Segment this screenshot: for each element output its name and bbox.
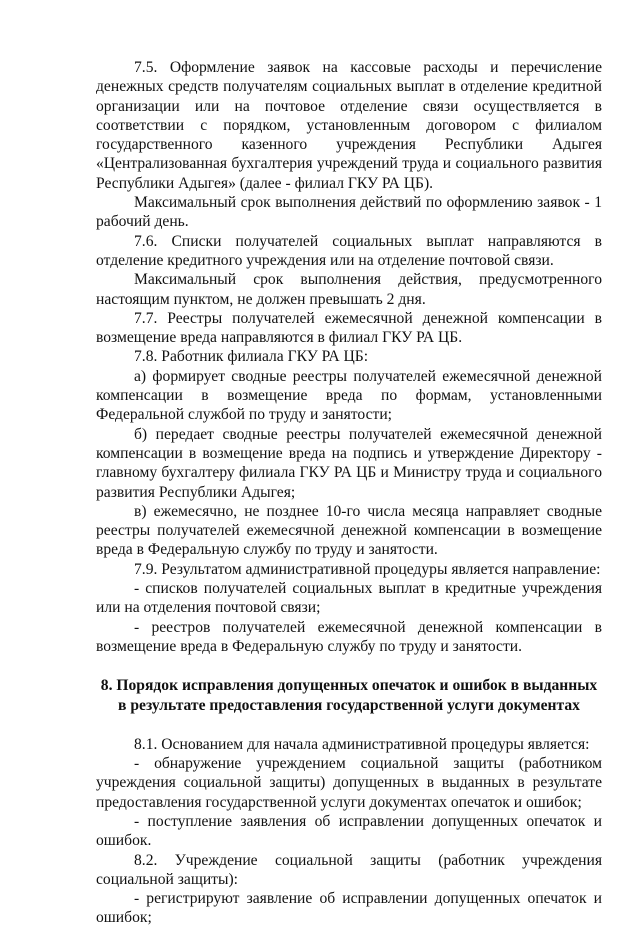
paragraph-8-1-item-2: - поступление заявления об исправлении допущенных опечаток и ошибок.: [96, 812, 602, 850]
document-body: [96, 58, 602, 928]
paragraph-7-9-item-1: - списков получателей социальных выплат в кредитные учреждения или на отделения почтовой связи;: [96, 580, 602, 617]
paragraph-7-6-deadline: Максимальный срок выполнения действия, предусмотренного настоящим пунктом, не должен превышать 2 дня.: [96, 271, 602, 308]
paragraph-7-8-c: в) ежемесячно, не позднее 10-го числа месяца направляет сводные реестры получателей ежемесячной денежной компенсации в возмещение вреда в Федеральную службу по труду и занятости.: [96, 502, 602, 559]
section-8-heading: 8. Порядок исправления допущенных опечаток и ошибок в выданных в результате предоставления государственной услуги документах: [100, 677, 598, 714]
paragraph-7-9: 7.9. Результатом административной процедуры является направление:: [134, 560, 601, 578]
paragraph-8-1-item-1: - обнаружение учреждением социальной защиты (работником учреждения социальной защиты) допущенных в выданных в результате предоставления государственной услуги документах опечаток и ошибок;: [96, 755, 602, 811]
paragraph-8-1: 8.1. Основанием для начала административной процедуры является:: [134, 735, 590, 753]
paragraph-7-5-deadline: Максимальный срок выполнения действий по оформлению заявок - 1 рабочий день.: [96, 194, 602, 231]
paragraph-7-5: 7.5. Оформление заявок на кассовые расходы и перечисление денежных средств получателям социальных выплат в отделение кредитной организации или на почтовое отделение связи осуществляется в соответствии с порядком, установленным договором с филиалом государственного казенного учреждения Республики Адыгея «Централизованная бухгалтерия учреждений труда и социального развития Республики Адыгея» (далее - филиал ГКУ РА ЦБ).: [96, 59, 602, 192]
paragraph-7-8-a: а) формирует сводные реестры получателей ежемесячной денежной компенсации в возмещение вреда по формам, установленными Федеральной службой по труду и занятости;: [96, 367, 602, 424]
paragraph-7-9-item-2: - реестров получателей ежемесячной денежной компенсации в возмещение вреда в Федеральную службу по труду и занятости.: [96, 618, 602, 655]
paragraph-8-2-item-1: - регистрируют заявление об исправлении допущенных опечаток и ошибок;: [96, 890, 602, 927]
paragraph-7-8-b: б) передает сводные реестры получателей ежемесячной денежной компенсации в возмещение вреда на подпись и утверждение Директору - главному бухгалтеру филиала ГКУ РА ЦБ и Министру труда и социального развития Республики Адыгея;: [96, 425, 602, 501]
paragraph-7-7: 7.7. Реестры получателей ежемесячной денежной компенсации в возмещение вреда направляются в филиал ГКУ РА ЦБ.: [96, 309, 602, 347]
paragraph-8-2: 8.2. Учреждение социальной защиты (работник учреждения социальной защиты):: [96, 851, 602, 888]
paragraph-7-8: 7.8. Работник филиала ГКУ РА ЦБ:: [134, 348, 369, 366]
paragraph-7-6: 7.6. Списки получателей социальных выплат направляются в отделение кредитного учреждения или на отделение почтовой связи.: [96, 232, 602, 269]
